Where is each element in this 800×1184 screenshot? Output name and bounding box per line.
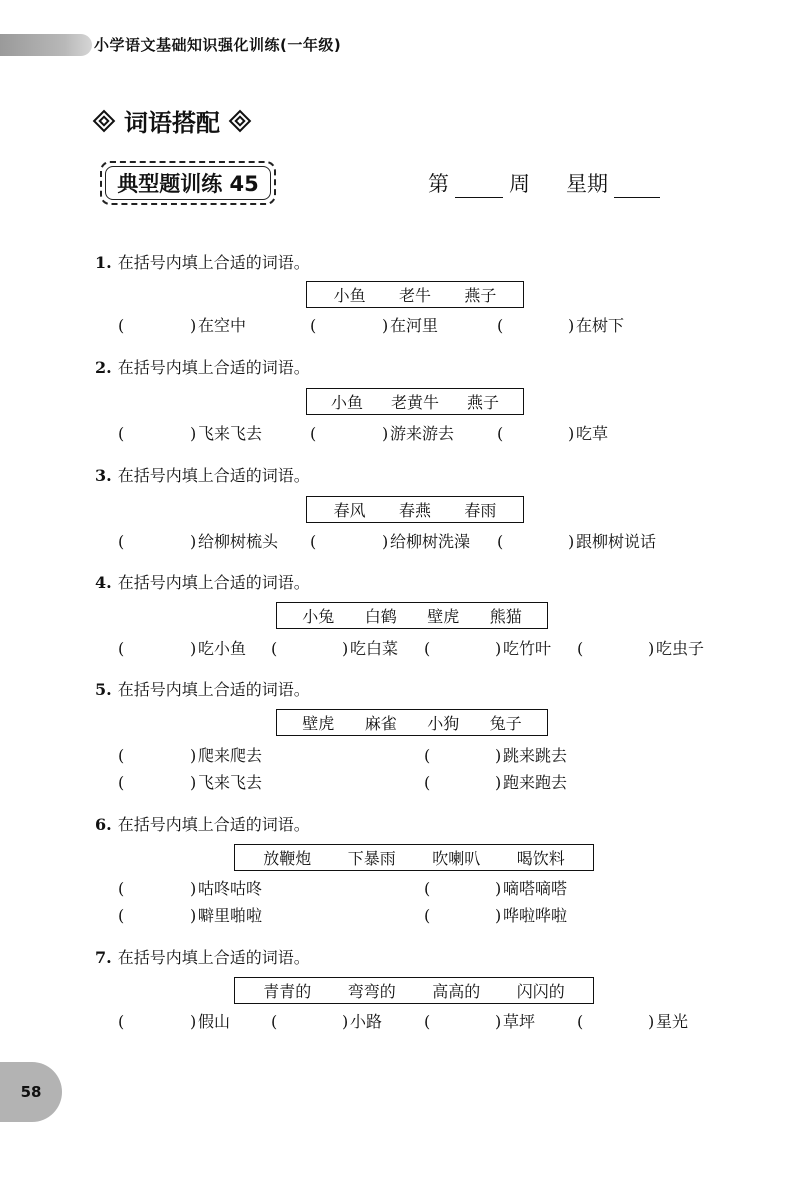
close-paren: ) — [495, 746, 502, 765]
answer-blank[interactable] — [130, 424, 188, 444]
close-paren: ) — [190, 424, 197, 443]
open-paren: ( — [577, 1012, 584, 1031]
answer-blank[interactable] — [322, 424, 380, 444]
phrase-text: 咕咚咕咚 — [198, 879, 263, 898]
word-bank-item: 壁虎 — [427, 607, 460, 626]
question-text: 在括号内填上合适的词语。 — [117, 466, 310, 485]
word-bank-item: 熊猫 — [489, 607, 522, 626]
answer-blank[interactable] — [436, 746, 493, 766]
answer-blank[interactable] — [509, 532, 566, 552]
phrase-text: 吃小鱼 — [198, 639, 247, 658]
word-bank-item: 下暴雨 — [347, 849, 396, 868]
phrase-text: 噼里啪啦 — [198, 906, 263, 925]
open-paren: ( — [424, 879, 431, 898]
open-paren: ( — [424, 746, 431, 765]
phrase-text: 吃虫子 — [656, 639, 705, 658]
answer-blank[interactable] — [283, 1012, 340, 1032]
word-bank-box — [306, 281, 524, 308]
open-paren: ( — [118, 532, 125, 551]
question-text: 在括号内填上合适的词语。 — [117, 815, 310, 834]
question-prompt — [95, 573, 310, 593]
open-paren: ( — [310, 424, 317, 443]
open-paren: ( — [118, 424, 125, 443]
phrase-text: 哗啦哗啦 — [503, 906, 568, 925]
question-text: 在括号内填上合适的词语。 — [117, 680, 310, 699]
open-paren: ( — [424, 639, 431, 658]
close-paren: ) — [495, 773, 502, 792]
word-bank-item: 春燕 — [398, 501, 431, 520]
question-number: 6. — [95, 815, 112, 834]
word-bank-item: 弯弯的 — [347, 982, 396, 1001]
week-blank[interactable] — [455, 173, 503, 198]
phrase-text: 爬来爬去 — [198, 746, 263, 765]
page-number-tab — [0, 1062, 62, 1122]
word-bank-box — [276, 602, 548, 629]
open-paren: ( — [118, 773, 125, 792]
close-paren: ) — [382, 424, 389, 443]
answer-blank[interactable] — [130, 316, 188, 336]
word-bank-item: 兔子 — [489, 714, 522, 733]
question-prompt — [95, 466, 310, 486]
answer-blank[interactable] — [130, 532, 188, 552]
answer-blank[interactable] — [130, 746, 188, 766]
open-paren: ( — [310, 316, 317, 335]
diamond-icon — [93, 109, 116, 132]
page-number: 58 — [20, 1083, 42, 1101]
week-prefix: 第 — [428, 172, 449, 196]
question-text: 在括号内填上合适的词语。 — [117, 948, 310, 967]
answer-blank[interactable] — [436, 1012, 493, 1032]
open-paren: ( — [271, 1012, 278, 1031]
phrase-text: 飞来飞去 — [198, 773, 263, 792]
word-bank-item: 老黄牛 — [390, 393, 439, 412]
answer-blank[interactable] — [436, 879, 493, 899]
word-bank-item: 麻雀 — [364, 714, 397, 733]
answer-blank[interactable] — [509, 424, 566, 444]
section-title — [92, 103, 252, 138]
exercise-badge — [100, 161, 276, 205]
close-paren: ) — [190, 879, 197, 898]
answer-blank[interactable] — [130, 906, 188, 926]
answer-blank[interactable] — [589, 639, 646, 659]
header-bar — [0, 34, 92, 56]
week-day-line — [428, 168, 660, 198]
answer-blank[interactable] — [283, 639, 340, 659]
question-number: 4. — [95, 573, 112, 592]
answer-blank[interactable] — [130, 879, 188, 899]
phrase-text: 假山 — [198, 1012, 231, 1031]
question-number: 3. — [95, 466, 112, 485]
word-bank-item: 春雨 — [464, 501, 497, 520]
close-paren: ) — [568, 424, 575, 443]
open-paren: ( — [118, 746, 125, 765]
close-paren: ) — [190, 1012, 197, 1031]
word-bank-item: 吹喇叭 — [432, 849, 481, 868]
question-text: 在括号内填上合适的词语。 — [117, 573, 310, 592]
word-bank-item: 壁虎 — [302, 714, 335, 733]
question-number: 7. — [95, 948, 112, 967]
phrase-text: 跳来跳去 — [503, 746, 568, 765]
answer-blank[interactable] — [322, 532, 380, 552]
close-paren: ) — [382, 532, 389, 551]
open-paren: ( — [118, 316, 125, 335]
word-bank-item: 小鱼 — [330, 393, 363, 412]
question-text: 在括号内填上合适的词语。 — [117, 253, 310, 272]
word-bank-item: 白鹤 — [364, 607, 397, 626]
word-bank-item: 春风 — [333, 501, 366, 520]
weekday-blank[interactable] — [614, 173, 660, 198]
close-paren: ) — [190, 316, 197, 335]
open-paren: ( — [424, 1012, 431, 1031]
section-title-text: 词语搭配 — [124, 109, 220, 137]
open-paren: ( — [271, 639, 278, 658]
word-bank-box — [234, 977, 594, 1004]
question-prompt — [95, 815, 310, 835]
word-bank-item: 高高的 — [432, 982, 481, 1001]
phrase-text: 飞来飞去 — [198, 424, 263, 443]
open-paren: ( — [310, 532, 317, 551]
close-paren: ) — [495, 906, 502, 925]
weekday-label: 星期 — [566, 172, 608, 196]
question-prompt — [95, 253, 310, 273]
open-paren: ( — [424, 906, 431, 925]
word-bank-item: 小兔 — [302, 607, 335, 626]
question-prompt — [95, 680, 310, 700]
answer-blank[interactable] — [589, 1012, 646, 1032]
phrase-text: 小路 — [350, 1012, 383, 1031]
word-bank-item: 青青的 — [263, 982, 312, 1001]
close-paren: ) — [648, 1012, 655, 1031]
question-prompt — [95, 948, 310, 968]
close-paren: ) — [190, 639, 197, 658]
close-paren: ) — [648, 639, 655, 658]
question-number: 2. — [95, 358, 112, 377]
word-bank-item: 小鱼 — [333, 286, 366, 305]
close-paren: ) — [568, 532, 575, 551]
answer-blank[interactable] — [436, 773, 493, 793]
phrase-text: 给柳树洗澡 — [390, 532, 471, 551]
open-paren: ( — [118, 639, 125, 658]
phrase-text: 吃白菜 — [350, 639, 399, 658]
phrase-text: 跟柳树说话 — [576, 532, 657, 551]
phrase-text: 草坪 — [503, 1012, 536, 1031]
phrase-text: 给柳树梳头 — [198, 532, 279, 551]
answer-blank[interactable] — [130, 639, 188, 659]
answer-blank[interactable] — [436, 639, 493, 659]
close-paren: ) — [190, 532, 197, 551]
phrase-text: 游来游去 — [390, 424, 455, 443]
open-paren: ( — [497, 424, 504, 443]
phrase-text: 在河里 — [390, 316, 439, 335]
close-paren: ) — [495, 639, 502, 658]
word-bank-item: 放鞭炮 — [263, 849, 312, 868]
word-bank-item: 老牛 — [398, 286, 431, 305]
word-bank-box — [306, 388, 524, 415]
open-paren: ( — [577, 639, 584, 658]
close-paren: ) — [495, 1012, 502, 1031]
close-paren: ) — [495, 879, 502, 898]
open-paren: ( — [118, 906, 125, 925]
word-bank-item: 闪闪的 — [516, 982, 565, 1001]
question-text: 在括号内填上合适的词语。 — [117, 358, 310, 377]
phrase-text: 在树下 — [576, 316, 625, 335]
badge-label: 典型题训练 45 — [117, 172, 259, 196]
word-bank-box — [306, 496, 524, 523]
close-paren: ) — [382, 316, 389, 335]
answer-blank[interactable] — [130, 1012, 188, 1032]
phrase-text: 吃竹叶 — [503, 639, 552, 658]
close-paren: ) — [190, 773, 197, 792]
close-paren: ) — [342, 639, 349, 658]
week-char: 周 — [509, 172, 530, 196]
answer-blank[interactable] — [436, 906, 493, 926]
word-bank-item: 喝饮料 — [516, 849, 565, 868]
word-bank-item: 小狗 — [427, 714, 460, 733]
phrase-text: 跑来跑去 — [503, 773, 568, 792]
close-paren: ) — [568, 316, 575, 335]
open-paren: ( — [118, 1012, 125, 1031]
close-paren: ) — [342, 1012, 349, 1031]
diamond-icon — [229, 109, 252, 132]
close-paren: ) — [190, 906, 197, 925]
open-paren: ( — [497, 532, 504, 551]
question-number: 5. — [95, 680, 112, 699]
book-title: 小学语文基础知识强化训练(一年级) — [94, 36, 342, 54]
word-bank-item: 燕子 — [464, 286, 497, 305]
open-paren: ( — [497, 316, 504, 335]
close-paren: ) — [190, 746, 197, 765]
answer-blank[interactable] — [322, 316, 380, 336]
phrase-text: 在空中 — [198, 316, 247, 335]
word-bank-box — [276, 709, 548, 736]
open-paren: ( — [424, 773, 431, 792]
phrase-text: 吃草 — [576, 424, 609, 443]
word-bank-box — [234, 844, 594, 871]
word-bank-item: 燕子 — [466, 393, 499, 412]
question-number: 1. — [95, 253, 112, 272]
phrase-text: 星光 — [656, 1012, 689, 1031]
answer-blank[interactable] — [130, 773, 188, 793]
open-paren: ( — [118, 879, 125, 898]
question-prompt — [95, 358, 310, 378]
answer-blank[interactable] — [509, 316, 566, 336]
phrase-text: 嘀嗒嘀嗒 — [503, 879, 568, 898]
